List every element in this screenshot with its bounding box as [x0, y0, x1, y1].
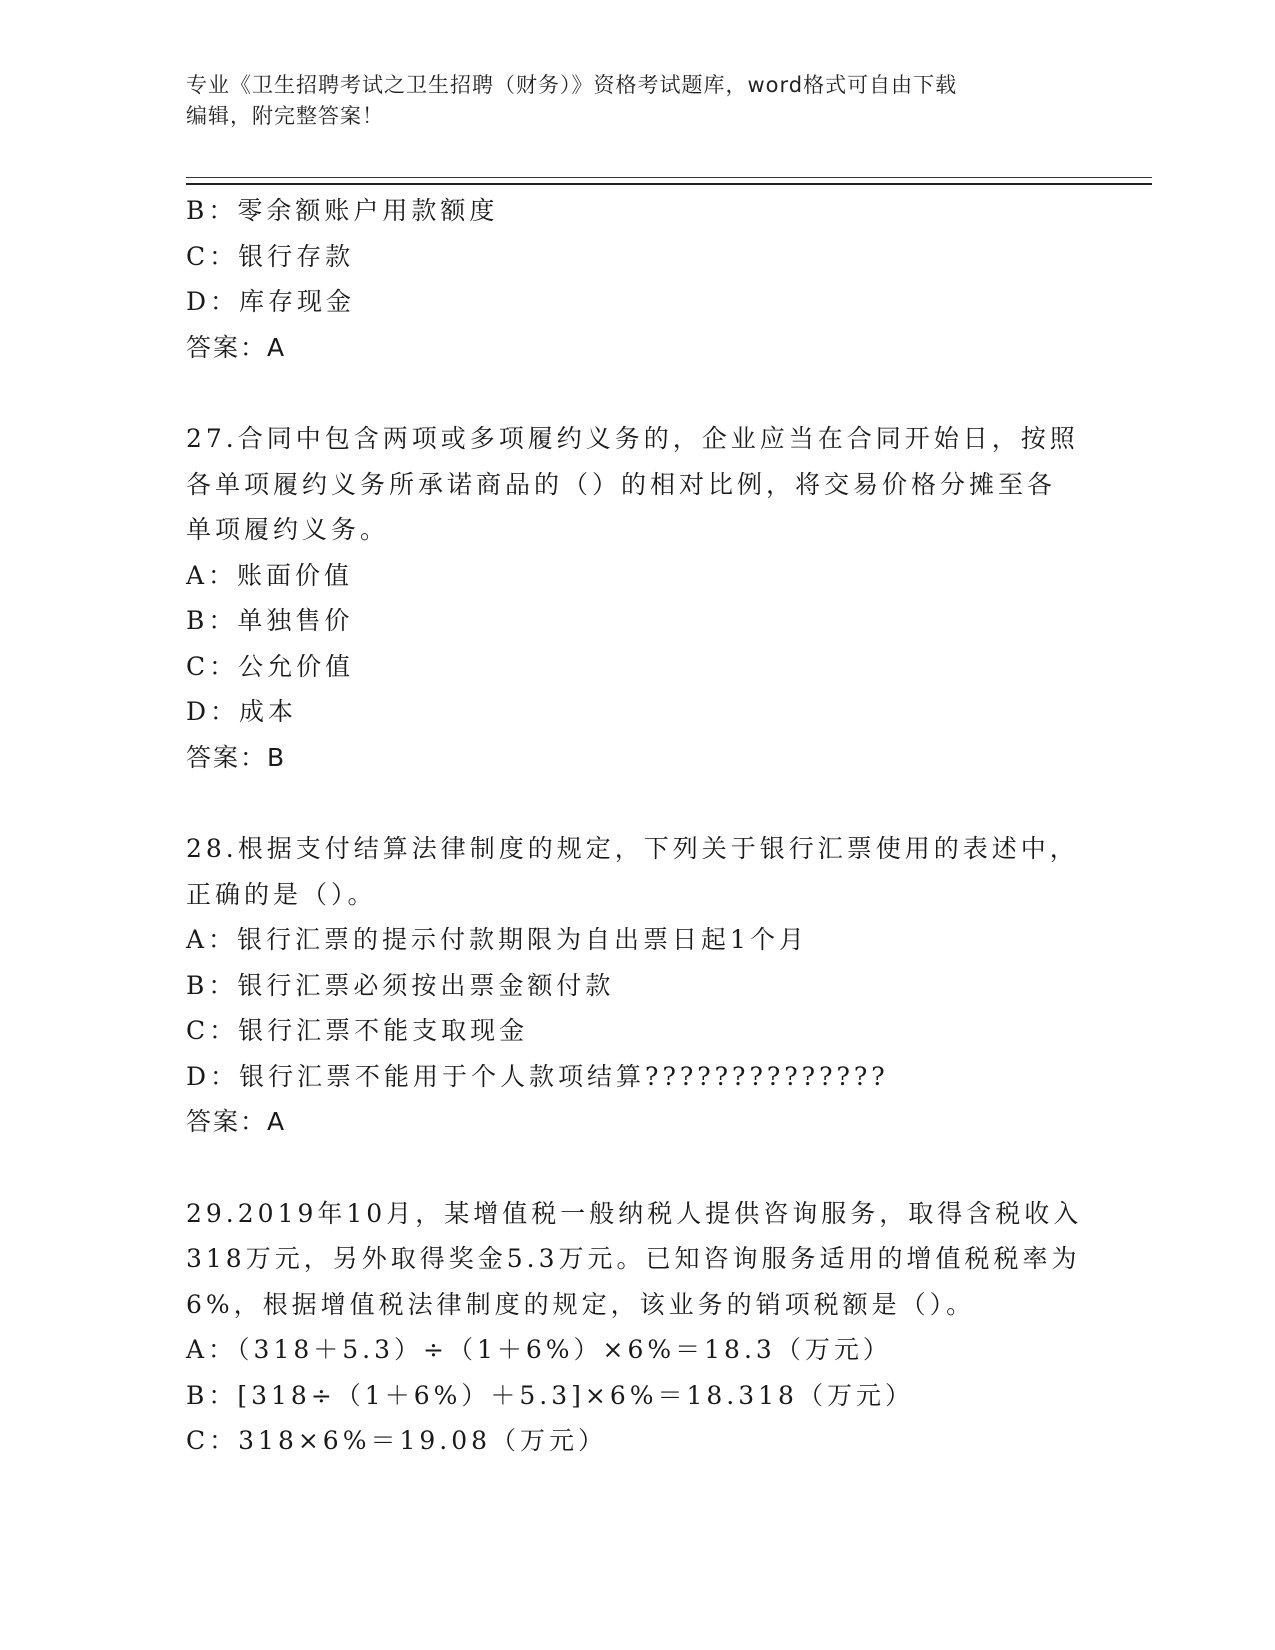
q27-stem-line-1: 27.合同中包含两项或多项履约义务的，企业应当在合同开始日，按照	[186, 424, 1079, 453]
q27-answer: 答案：B	[186, 742, 287, 772]
question-28	[186, 826, 1086, 1145]
q27-option-a: A：账面价值	[186, 560, 354, 590]
q28-stem-line-1: 28.根据支付结算法律制度的规定，下列关于银行汇票使用的表述中，	[186, 834, 1079, 863]
q27-stem-line-3: 单项履约义务。	[186, 515, 390, 544]
question-29	[186, 1191, 1086, 1464]
question-26-tail	[186, 188, 1086, 370]
header-line-2: 编辑，附完整答案！	[186, 104, 384, 128]
header-divider-thick	[186, 183, 1152, 185]
q27-option-d: D：成本	[186, 697, 298, 726]
q29-stem-line-1: 29.2019年10月，某增值税一般纳税人提供咨询服务，取得含税收入	[186, 1198, 1083, 1228]
spacer	[186, 780, 1086, 826]
q29-stem-line-2: 318万元，另外取得奖金5.3万元。已知咨询服务适用的增值税税率为	[186, 1244, 1081, 1273]
q29-option-a: A：（318＋5.3）÷（1＋6%）×6%＝18.3（万元）	[186, 1335, 892, 1364]
document-header	[186, 70, 1086, 132]
spacer	[186, 370, 1086, 416]
q28-option-a: A：银行汇票的提示付款期限为自出票日起1个月	[186, 925, 808, 954]
q29-option-c: C：318×6%＝19.08（万元）	[186, 1426, 608, 1455]
question-content	[186, 188, 1086, 1464]
q28-option-d: D：银行汇票不能用于个人款项结算??????????????	[186, 1061, 889, 1091]
header-line-1: 专业《卫生招聘考试之卫生招聘（财务）》资格考试题库，word格式可自由下载	[186, 73, 958, 97]
q28-option-c: C：银行汇票不能支取现金	[186, 1016, 529, 1045]
q28-option-b: B：银行汇票必须按出票金额付款	[186, 970, 615, 1000]
q26-option-c: C：银行存款	[186, 241, 355, 271]
q26-option-d: D：库存现金	[186, 287, 356, 316]
q27-option-c: C：公允价值	[186, 651, 355, 681]
question-27	[186, 416, 1086, 780]
q26-answer: 答案：A	[186, 332, 287, 362]
q29-stem-line-3: 6%，根据增值税法律制度的规定，该业务的销项税额是（）。	[186, 1289, 976, 1319]
spacer	[186, 1145, 1086, 1191]
q28-answer: 答案：A	[186, 1107, 287, 1136]
q29-option-b: B：[318÷（1＋6%）＋5.3]×6%＝18.318（万元）	[186, 1380, 914, 1410]
q28-stem-line-2: 正确的是（）。	[186, 879, 377, 909]
q27-stem-line-2: 各单项履约义务所承诺商品的（）的相对比例，将交易价格分摊至各	[186, 469, 1057, 499]
header-divider-thin	[186, 177, 1152, 178]
q26-option-b: B：零余额账户用款额度	[186, 196, 499, 225]
q27-option-b: B：单独售价	[186, 606, 354, 635]
